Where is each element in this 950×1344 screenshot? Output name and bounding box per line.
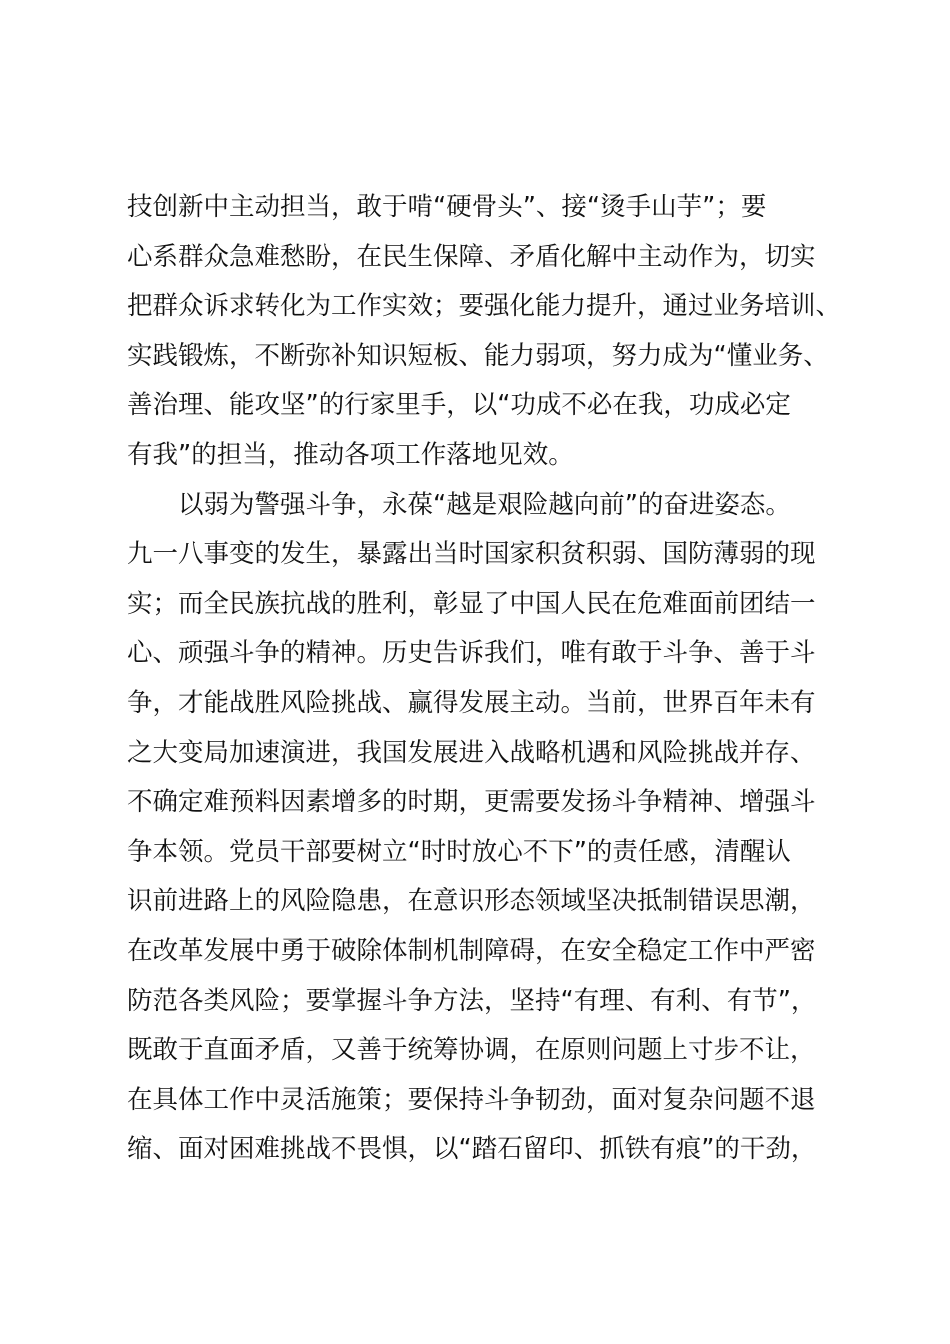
paragraph-line: 心、顽强斗争的精神。历史告诉我们，唯有敢于斗争、善于斗: [127, 638, 816, 669]
paragraph-line: 争，才能战胜风险挑战、赢得发展主动。当前，世界百年未有: [127, 687, 816, 718]
paragraph-line: 防范各类风险；要掌握斗争方法，坚持“有理、有利、有节”，: [127, 985, 817, 1016]
paragraph-line: 缩、面对困难挑战不畏惧，以“踏石留印、抓铁有痕”的干劲，: [127, 1134, 817, 1165]
paragraph-line: 在具体工作中灵活施策；要保持斗争韧劲，面对复杂问题不退: [127, 1084, 816, 1115]
paragraph-line-first: 以弱为警强斗争，永葆“越是艰险越向前”的奋进姿态。: [178, 489, 791, 520]
paragraph-line: 实践锻炼，不断弥补知识短板、能力弱项，努力成为“懂业务、: [127, 340, 829, 371]
paragraph-line: 把群众诉求转化为工作实效；要强化能力提升，通过业务培训、: [127, 291, 842, 322]
paragraph-line: 识前进路上的风险隐患，在意识形态领域坚决抵制错误思潮，: [127, 886, 816, 917]
paragraph-line: 九一八事变的发生，暴露出当时国家积贫积弱、国防薄弱的现: [127, 539, 816, 570]
paragraph-line: 之大变局加速演进，我国发展进入战略机遇和风险挑战并存、: [127, 737, 816, 768]
paragraph-line: 在改革发展中勇于破除体制机制障碍，在安全稳定工作中严密: [127, 935, 816, 966]
paragraph-2: [127, 481, 857, 1175]
paragraph-line: 实；而全民族抗战的胜利，彰显了中国人民在危难面前团结一: [127, 588, 816, 619]
document-body: [127, 183, 857, 1175]
paragraph-line: 既敢于直面矛盾，又善于统筹协调，在原则问题上寸步不让，: [127, 1035, 816, 1066]
paragraph-line: 技创新中主动担当，敢于啃“硬骨头”、接“烫手山芋”；要: [127, 192, 767, 222]
paragraph-1: [127, 183, 857, 481]
paragraph-line: 争本领。党员干部要树立“时时放心不下”的责任感，清醒认: [127, 836, 791, 867]
paragraph-line: 不确定难预料因素增多的时期，更需要发扬斗争精神、增强斗: [127, 787, 816, 818]
paragraph-line: 善治理、能攻坚”的行家里手，以“功成不必在我，功成必定: [127, 390, 791, 421]
paragraph-line: 有我”的担当，推动各项工作落地见效。: [127, 439, 574, 470]
paragraph-line: 心系群众急难愁盼，在民生保障、矛盾化解中主动作为，切实: [127, 241, 816, 272]
